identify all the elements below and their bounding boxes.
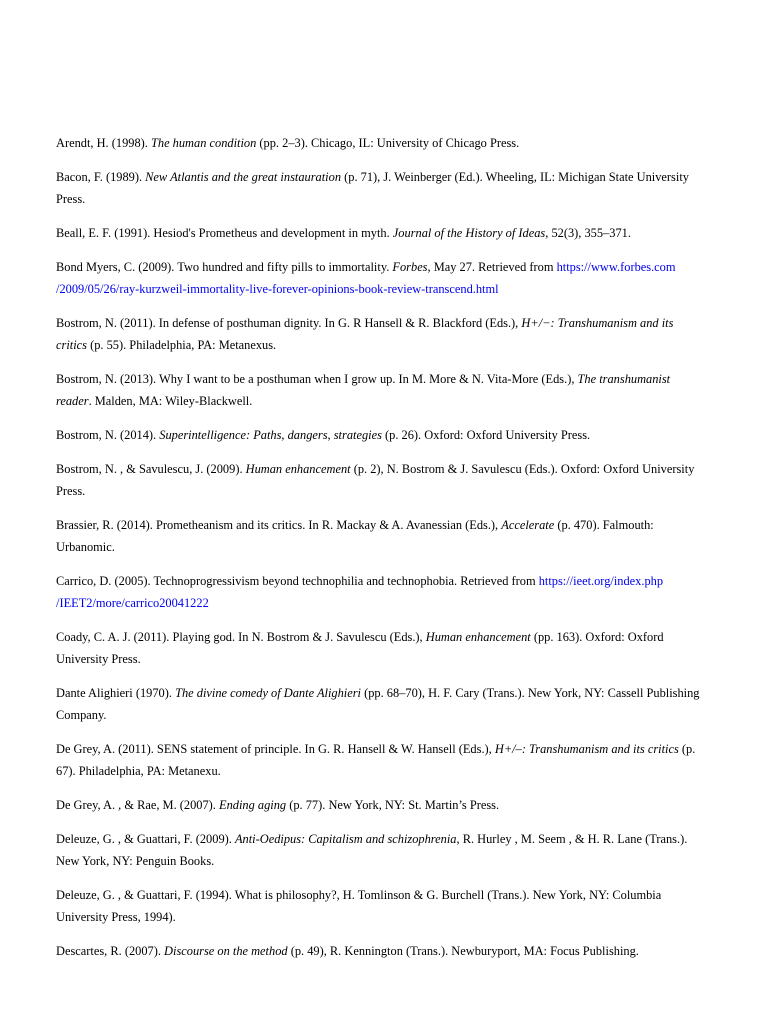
- reference-entry-coady-2011: [56, 626, 704, 670]
- reference-entry-descartes-2007: [56, 940, 704, 962]
- reference-text: (p. 55). Philadelphia, PA: Metanexus.: [86, 338, 277, 352]
- reference-entry-bostrom-2013: [56, 368, 704, 412]
- reference-url-link[interactable]: https://www.forbes.com /2009/05/26/ray-kurzweil-immortality-live-forever-opinions-book-review-transcend.html: [56, 260, 676, 296]
- reference-text: Carrico, D. (2005). Technoprogressivism beyond technophilia and technophobia. Retrieved from: [56, 574, 539, 588]
- reference-text: (p. 26). Oxford: Oxford University Press.: [381, 428, 591, 442]
- reference-title: Human enhancement: [425, 630, 531, 644]
- reference-title: The divine comedy of Dante Alighieri: [175, 686, 361, 700]
- reference-entry-bond-myers-2009: [56, 256, 704, 300]
- reference-text: Deleuze, G. , & Guattari, F. (2009).: [56, 832, 235, 846]
- reference-text: (p. 470). Falmouth: Urbanomic.: [56, 518, 654, 554]
- reference-title: Discourse on the method: [164, 944, 288, 958]
- reference-entry-dante-1970: [56, 682, 704, 726]
- reference-entry-beall-1991: [56, 222, 704, 244]
- reference-text: Beall, E. F. (1991). Hesiod's Prometheus and development in myth.: [56, 226, 393, 240]
- reference-text: Bostrom, N. (2011). In defense of posthuman dignity. In G. R Hansell & R. Blackford (Eds.),: [56, 316, 522, 330]
- reference-entry-carrico-2005: [56, 570, 704, 614]
- reference-text: , May 27. Retrieved from: [427, 260, 557, 274]
- reference-text: (p. 71), J. Weinberger (Ed.). Wheeling, IL: Michigan State University Press.: [56, 170, 689, 206]
- reference-entry-de-grey-rae-2007: [56, 794, 704, 816]
- reference-url-link[interactable]: https://ieet.org/index.php /IEET2/more/carrico20041222: [56, 574, 664, 610]
- reference-text: Bostrom, N. , & Savulescu, J. (2009).: [56, 462, 246, 476]
- reference-title: Ending aging: [219, 798, 287, 812]
- reference-entry-deleuze-guattari-1994: [56, 884, 704, 928]
- reference-text: Brassier, R. (2014). Prometheanism and its critics. In R. Mackay & A. Avanessian (Eds.),: [56, 518, 502, 532]
- reference-text: De Grey, A. , & Rae, M. (2007).: [56, 798, 219, 812]
- reference-title: Superintelligence: Paths, dangers, strategies: [159, 428, 382, 442]
- reference-text: Arendt, H. (1998).: [56, 136, 151, 150]
- reference-text: Deleuze, G. , & Guattari, F. (1994). What is philosophy?, H. Tomlinson & G. Burchell (Trans.). New York, NY: Columbia University Press, 1994).: [56, 888, 662, 924]
- reference-title: The human condition: [150, 136, 257, 150]
- reference-entry-bostrom-savulescu-2009: [56, 458, 704, 502]
- reference-title: Journal of the History of Ideas: [392, 226, 546, 240]
- reference-text: (p. 2), N. Bostrom & J. Savulescu (Eds.). Oxford: Oxford University Press.: [56, 462, 695, 498]
- reference-text: (pp. 163). Oxford: Oxford University Press.: [56, 630, 664, 666]
- reference-text: Coady, C. A. J. (2011). Playing god. In N. Bostrom & J. Savulescu (Eds.),: [56, 630, 426, 644]
- reference-title: Human enhancement: [245, 462, 351, 476]
- reference-entry-bostrom-2014: [56, 424, 704, 446]
- reference-entry-deleuze-guattari-2009: [56, 828, 704, 872]
- reference-text: Dante Alighieri (1970).: [56, 686, 176, 700]
- reference-text: (p. 77). New York, NY: St. Martin’s Press.: [286, 798, 500, 812]
- reference-title: Anti-Oedipus: Capitalism and schizophrenia: [234, 832, 457, 846]
- reference-list: [56, 132, 704, 974]
- reference-title: H+/–: Transhumanism and its critics: [494, 742, 679, 756]
- reference-title: H+/−: Transhumanism and its critics: [56, 316, 674, 352]
- reference-text: (pp. 2–3). Chicago, IL: University of Chicago Press.: [256, 136, 520, 150]
- reference-text: (p. 49), R. Kennington (Trans.). Newburyport, MA: Focus Publishing.: [287, 944, 639, 958]
- reference-text: De Grey, A. (2011). SENS statement of principle. In G. R. Hansell & W. Hansell (Eds.),: [56, 742, 495, 756]
- reference-text: . Malden, MA: Wiley-Blackwell.: [88, 394, 253, 408]
- reference-text: Bacon, F. (1989).: [56, 170, 146, 184]
- reference-text: , R. Hurley , M. Seem , & H. R. Lane (Trans.). New York, NY: Penguin Books.: [56, 832, 688, 868]
- reference-text: Bostrom, N. (2013). Why I want to be a posthuman when I grow up. In M. More & N. Vita-More (Eds.),: [56, 372, 578, 386]
- reference-text: (p. 67). Philadelphia, PA: Metanexu.: [56, 742, 696, 778]
- reference-text: Descartes, R. (2007).: [56, 944, 165, 958]
- reference-entry-bostrom-2011: [56, 312, 704, 356]
- reference-text: (pp. 68–70), H. F. Cary (Trans.). New York, NY: Cassell Publishing Company.: [56, 686, 700, 722]
- reference-title: Accelerate: [501, 518, 555, 532]
- reference-title: New Atlantis and the great instauration: [145, 170, 342, 184]
- reference-text: , 52(3), 355–371.: [545, 226, 631, 240]
- reference-title: The transhumanist reader: [56, 372, 671, 408]
- reference-text: Bond Myers, C. (2009). Two hundred and fifty pills to immortality.: [56, 260, 393, 274]
- reference-entry-de-grey-2011: [56, 738, 704, 782]
- reference-text: Bostrom, N. (2014).: [56, 428, 160, 442]
- reference-title: Forbes: [392, 260, 428, 274]
- reference-entry-arendt-1998: [56, 132, 704, 154]
- reference-entry-bacon-1989: [56, 166, 704, 210]
- reference-entry-brassier-2014: [56, 514, 704, 558]
